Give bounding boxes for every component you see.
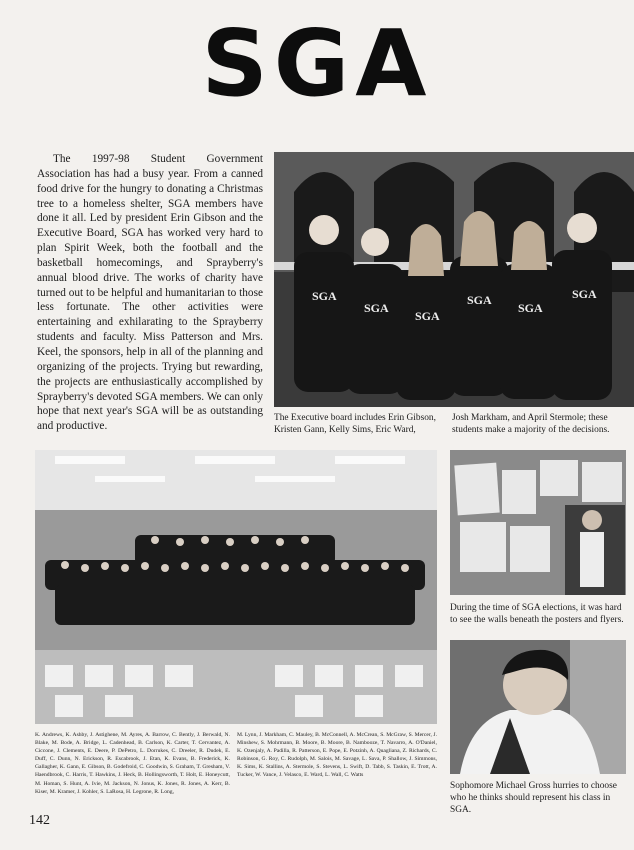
intro-paragraph: The 1997-98 Student Government Association has had a busy year. From a canned food drive for the hungry to donating a Christmas tree to a homeless shelter, SGA members have done it all. Led by president Erin Gibson and the Executive Board, SGA has worked very hard to plan Spirit Week, both the football and the basketball homecomings, and Sprayberry's annual blood drive. The works of charity have turned out to be helpful and humanitarian to those less fortunate. The other activities were entertaining and exhilarating to the Sprayberry students and faculty. Miss Patterson and Mrs. Keel, the sponsors, help in all of the planning and organizing of the projects. Trying but rewarding, the projects are enthusiastically accomplished by Sprayberry's devoted SGA members. We can only hope that next year's SGA will be as outstanding and productive. bbox=[37, 153, 263, 433]
page-number: 142 bbox=[29, 813, 50, 828]
shirt-text: SGA bbox=[467, 293, 492, 307]
executive-board-photo bbox=[274, 152, 634, 407]
elections-photo bbox=[450, 450, 626, 595]
executive-caption-right: Josh Markham, and April Stermole; these students make a majority of the decisions. bbox=[452, 413, 610, 436]
group-names-right: M. Lynn, J. Markham, C. Mauley, B. McConnell, A. McCrean, S. McGraw, S. Mercer, J. Minshew, S. Mohrmann, B. Moore, B. Moore, B. Nambooze, T. Navarro, A. O'Daniel, K. Ozenjaly, A. Padilla, R. Patterson, E. Pope, E. Potzinh, A. Quagliana, Z. Richards, C. Robinson, G. Roy, C. Rudolph, M. Salois, M. Savage, L. Sava, P. Shallow, J. Simmons, K. Sims, K. Stallins, A. Stermole, S. Stevens, L. Swift, D. Tabb, S. Taskin, E. Trott, A. Tucker, W. Vance, J. Velasco, E. Ward, L. Wall, C. Watts bbox=[237, 732, 437, 779]
shirt-text: SGA bbox=[518, 301, 543, 315]
shirt-text: SGA bbox=[364, 301, 389, 315]
page-title: SGA bbox=[201, 10, 433, 117]
elections-caption: During the time of SGA elections, it was hard to see the walls beneath the posters and flyers. bbox=[450, 603, 624, 626]
shirt-text: SGA bbox=[415, 309, 440, 323]
executive-caption-left: The Executive board includes Erin Gibson, Kristen Gann, Kelly Sims, Eric Ward, bbox=[274, 413, 436, 436]
shirt-text: SGA bbox=[312, 289, 337, 303]
group-photo bbox=[35, 450, 437, 724]
group-names-left: K. Andrews, K. Ashby, J. Astighene, M. Ayres, A. Barrow, C. Bently, J. Berwald, N. Blake, M. Bode, A. Bridge, L. Cadenhead, B. Carlson, K. Carter, T. Cervantez, A. Ciccone, J. Clements, E. Deere, P. DePetro, L. Dorrukes, C. Dreeler, R. Dudek, E. Duff, C. Dunn, N. Erickson, R. Escabrook, J. Etan, K. Evans, B. Frederick, K. Gallagher, K. Gann, E. Gibson, B. Godefroid, C. Goodwin, S. Graham, T. Gresham, V. Haendbrook, C. Harris, T. Hawkins, J. Heck, B. Hollingsworth, T. Holt, E. Honeycutt, M. Homan, S. Hunt, A. Ivie, M. Jackson, N. Jonus, K. Jones, R. Jones, A. Kerr, B. Kiser, M. Kramer, J. Kohler, S. LaRosa, H. Legrone, R. Long, bbox=[35, 732, 230, 795]
shirt-text: SGA bbox=[572, 287, 597, 301]
sophomore-photo bbox=[450, 640, 626, 774]
sophomore-caption: Sophomore Michael Gross hurries to choose who he thinks should represent his class in SGA. bbox=[450, 781, 617, 816]
